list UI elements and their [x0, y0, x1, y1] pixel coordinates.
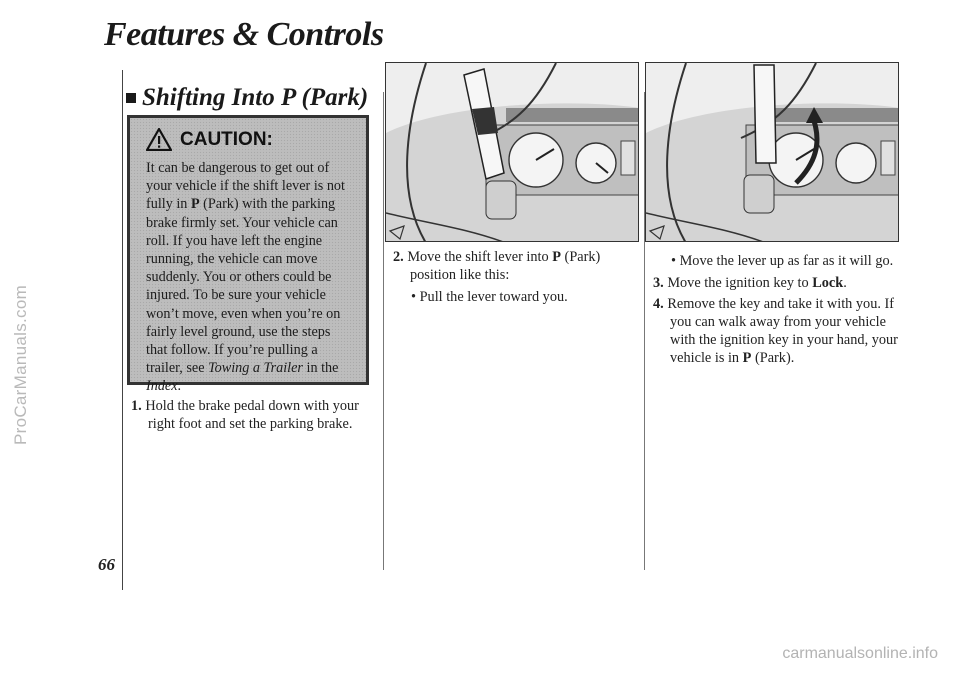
shift-lever-illustration-up [645, 62, 899, 242]
bottom-watermark: carmanualsonline.info [782, 645, 938, 662]
subsection-title: Shifting Into P (Park) [142, 84, 369, 111]
shift-lever-illustration-pull [385, 62, 639, 242]
caution-text: It can be dangerous to get out of your vehicle if the shift lever is not fully in P (Park) with the parking brake firmly set. Your vehicle can roll. If you have left the engine running, the vehicle can move suddenly. You or others could be injured. To be sure your vehicle won’t move, even when you’re on fairly level ground, use the steps that follow. If you’re pulling a trailer, see Towing a Trailer in the Index. [146, 160, 345, 395]
subsection-heading [126, 84, 368, 112]
page-number: 66 [98, 555, 115, 574]
warning-triangle-icon [146, 128, 172, 151]
square-bullet-icon [126, 93, 136, 103]
caution-title: CAUTION: [180, 128, 273, 150]
step-2-bullet-2: • Move the lever up as far as it will go. [671, 253, 894, 269]
step-2-bullet: • Pull the lever toward you. [411, 289, 568, 305]
caution-box [127, 115, 369, 395]
step-3: 3. Move the ignition key to Lock. [653, 275, 847, 291]
steps-3-4 [653, 248, 898, 370]
step-4: 4. Remove the key and take it with you. If you can walk away from your vehicle with the ignition key in your hand, your vehicle is in P (Park). [653, 296, 898, 366]
caution-header [146, 128, 352, 151]
step-1: 1. Hold the brake pedal down with your right foot and set the parking brake. [131, 398, 359, 432]
side-watermark: ProCarManuals.com [11, 284, 30, 445]
left-margin-rule [122, 70, 123, 590]
dashboard-lever-drawing [386, 63, 639, 242]
column-divider-1 [383, 92, 384, 570]
step-2: 2. Move the shift lever into P (Park) position like this: • Pull the lever toward you. [393, 248, 633, 310]
dashboard-lever-drawing-2 [646, 63, 899, 242]
section-title: Features & Controls [104, 16, 384, 53]
